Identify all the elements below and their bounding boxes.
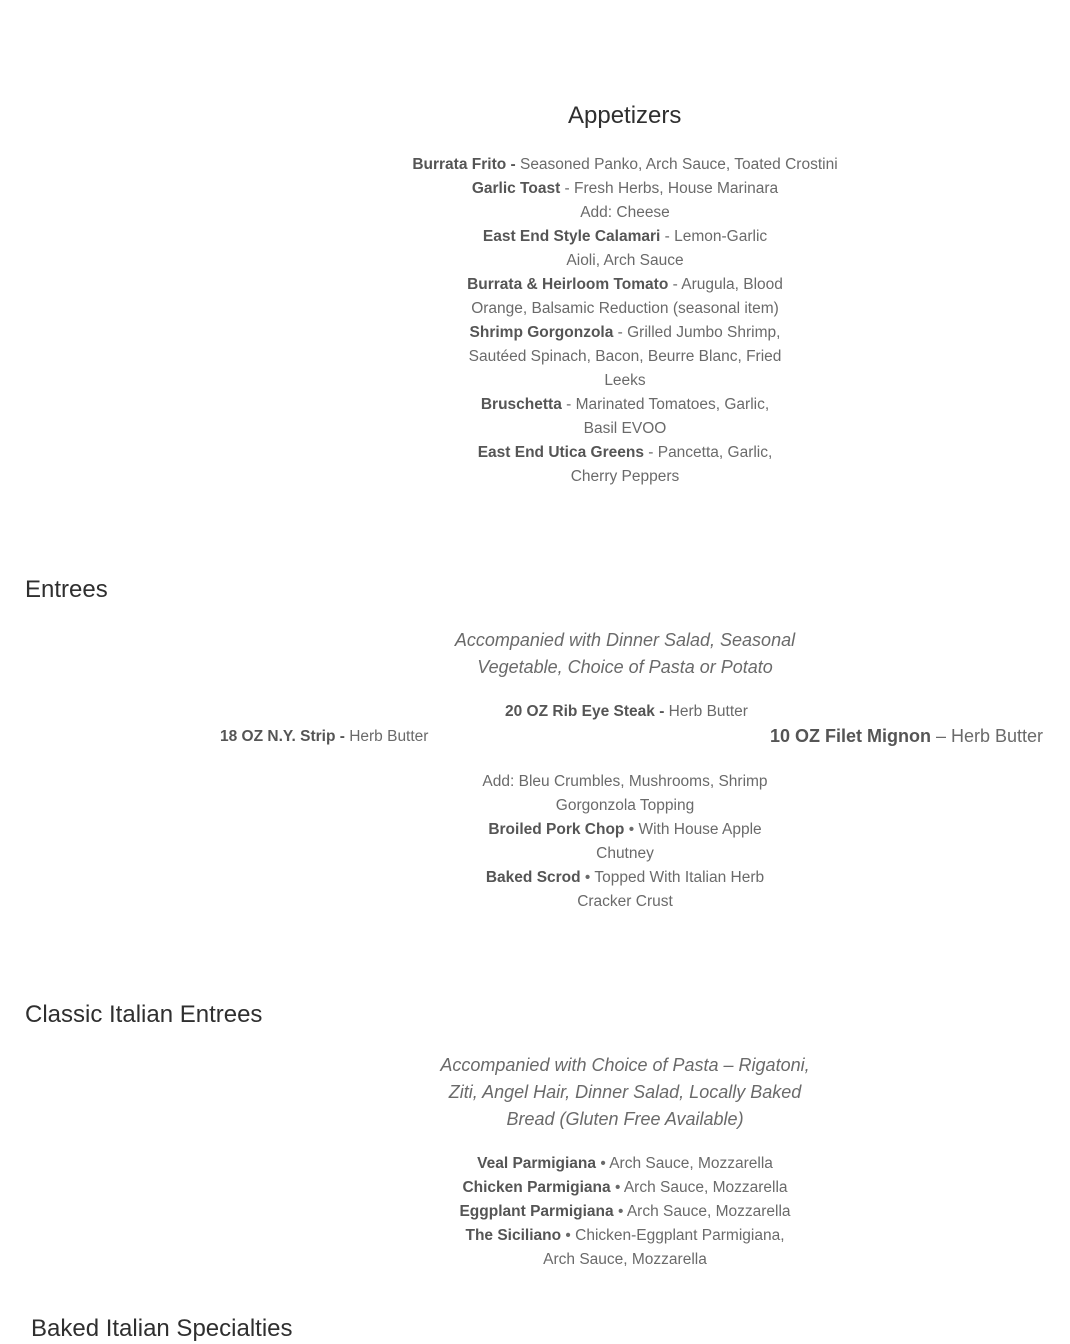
filet-mignon-item: 10 OZ Filet Mignon – Herb Butter xyxy=(770,726,1044,746)
menu-line: Add: Bleu Crumbles, Mushrooms, Shrimp xyxy=(482,773,768,790)
menu-line: Broiled Pork Chop • With House Apple xyxy=(488,821,762,838)
menu-line: Garlic Toast - Fresh Herbs, House Marinara xyxy=(471,180,779,197)
menu-line: Burrata Frito - Seasoned Panko, Arch Sauce, Toated Crostini xyxy=(412,156,838,173)
note-line: Vegetable, Choice of Pasta or Potato xyxy=(477,657,773,677)
menu-line: Baked Scrod • Topped With Italian Herb xyxy=(485,869,765,886)
menu-line: Burrata & Heirloom Tomato - Arugula, Blood xyxy=(467,276,783,293)
menu-line: Bruschetta - Marinated Tomatoes, Garlic, xyxy=(480,396,770,413)
menu-line: The Siciliano • Chicken-Eggplant Parmigiana, xyxy=(465,1227,785,1244)
entrees-note xyxy=(420,627,830,681)
menu-line: Cracker Crust xyxy=(577,893,673,910)
menu-line: Chutney xyxy=(596,845,654,862)
menu-line: Arch Sauce, Mozzarella xyxy=(543,1251,707,1268)
note-line: Accompanied with Choice of Pasta – Rigatoni, xyxy=(440,1055,810,1075)
menu-line: Sautéed Spinach, Bacon, Beurre Blanc, Fried xyxy=(468,348,782,365)
note-line: Bread (Gluten Free Available) xyxy=(506,1109,744,1129)
menu-line: East End Utica Greens - Pancetta, Garlic, xyxy=(477,444,773,461)
menu-line: Shrimp Gorgonzola - Grilled Jumbo Shrimp, xyxy=(469,324,781,341)
menu-line: Chicken Parmigiana • Arch Sauce, Mozzarella xyxy=(462,1179,788,1196)
entrees-list xyxy=(410,770,840,914)
baked-italian-heading: Baked Italian Specialties xyxy=(31,1315,293,1342)
menu-line: Veal Parmigiana • Arch Sauce, Mozzarella xyxy=(477,1155,773,1172)
menu-line: East End Style Calamari - Lemon-Garlic xyxy=(482,228,768,245)
classic-italian-heading: Classic Italian Entrees xyxy=(25,1001,263,1028)
menu-line: Basil EVOO xyxy=(583,420,667,437)
note-line: Accompanied with Dinner Salad, Seasonal xyxy=(454,630,796,650)
ny-strip-item: 18 OZ N.Y. Strip - Herb Butter xyxy=(220,728,429,745)
menu-line: Cherry Peppers xyxy=(570,468,680,485)
menu-line: Aioli, Arch Sauce xyxy=(566,252,684,269)
classic-italian-list xyxy=(410,1152,840,1272)
classic-italian-note xyxy=(420,1052,830,1133)
menu-line: Orange, Balsamic Reduction (seasonal item) xyxy=(471,300,779,317)
menu-line: Add: Cheese xyxy=(580,204,670,221)
appetizers-list xyxy=(410,153,840,489)
menu-line: Eggplant Parmigiana • Arch Sauce, Mozzarella xyxy=(459,1203,791,1220)
menu-line: Leeks xyxy=(604,372,646,389)
entrees-heading: Entrees xyxy=(25,576,108,603)
appetizers-heading: Appetizers xyxy=(568,102,682,129)
note-line: Ziti, Angel Hair, Dinner Salad, Locally Baked xyxy=(448,1082,802,1102)
menu-line: Gorgonzola Topping xyxy=(555,797,695,814)
rib-eye-item: 20 OZ Rib Eye Steak - Herb Butter xyxy=(505,703,748,720)
